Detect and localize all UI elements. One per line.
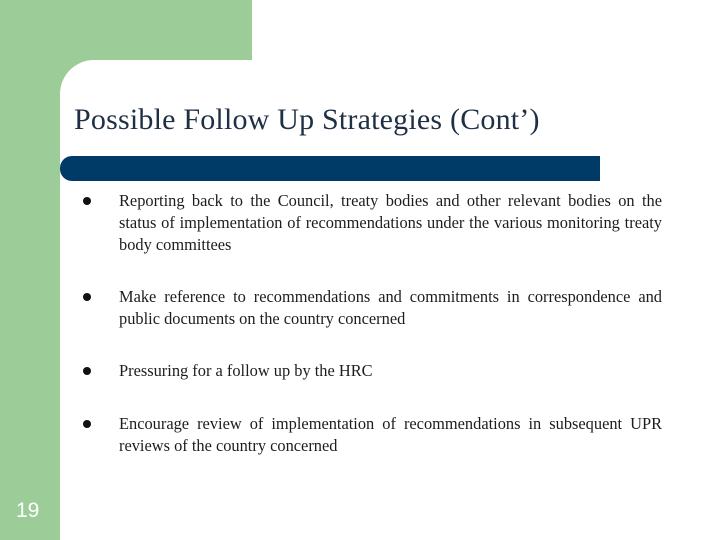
bullet-text: Make reference to recommendations and commitments in correspondence and public documents on the country concerned xyxy=(119,287,662,328)
title-underline-bar xyxy=(60,156,600,181)
bullet-item xyxy=(72,413,662,457)
bullet-dot-icon xyxy=(83,293,91,301)
bullet-dot-icon xyxy=(83,420,91,428)
bullet-list xyxy=(72,190,662,457)
slide-number: 19 xyxy=(16,499,40,522)
bullet-text: Encourage review of implementation of recommendations in subsequent UPR reviews of the country concerned xyxy=(119,414,662,455)
slide-title: Possible Follow Up Strategies (Cont’) xyxy=(74,103,540,136)
bullet-dot-icon xyxy=(83,197,91,205)
bullet-item xyxy=(72,360,662,382)
bullet-text: Pressuring for a follow up by the HRC xyxy=(119,361,373,380)
bullet-text: Reporting back to the Council, treaty bodies and other relevant bodies on the status of implementation of recommendations under the various monitoring treaty body committees xyxy=(119,191,662,254)
bullet-item xyxy=(72,286,662,330)
bullet-item xyxy=(72,190,662,256)
bullet-dot-icon xyxy=(83,367,91,375)
